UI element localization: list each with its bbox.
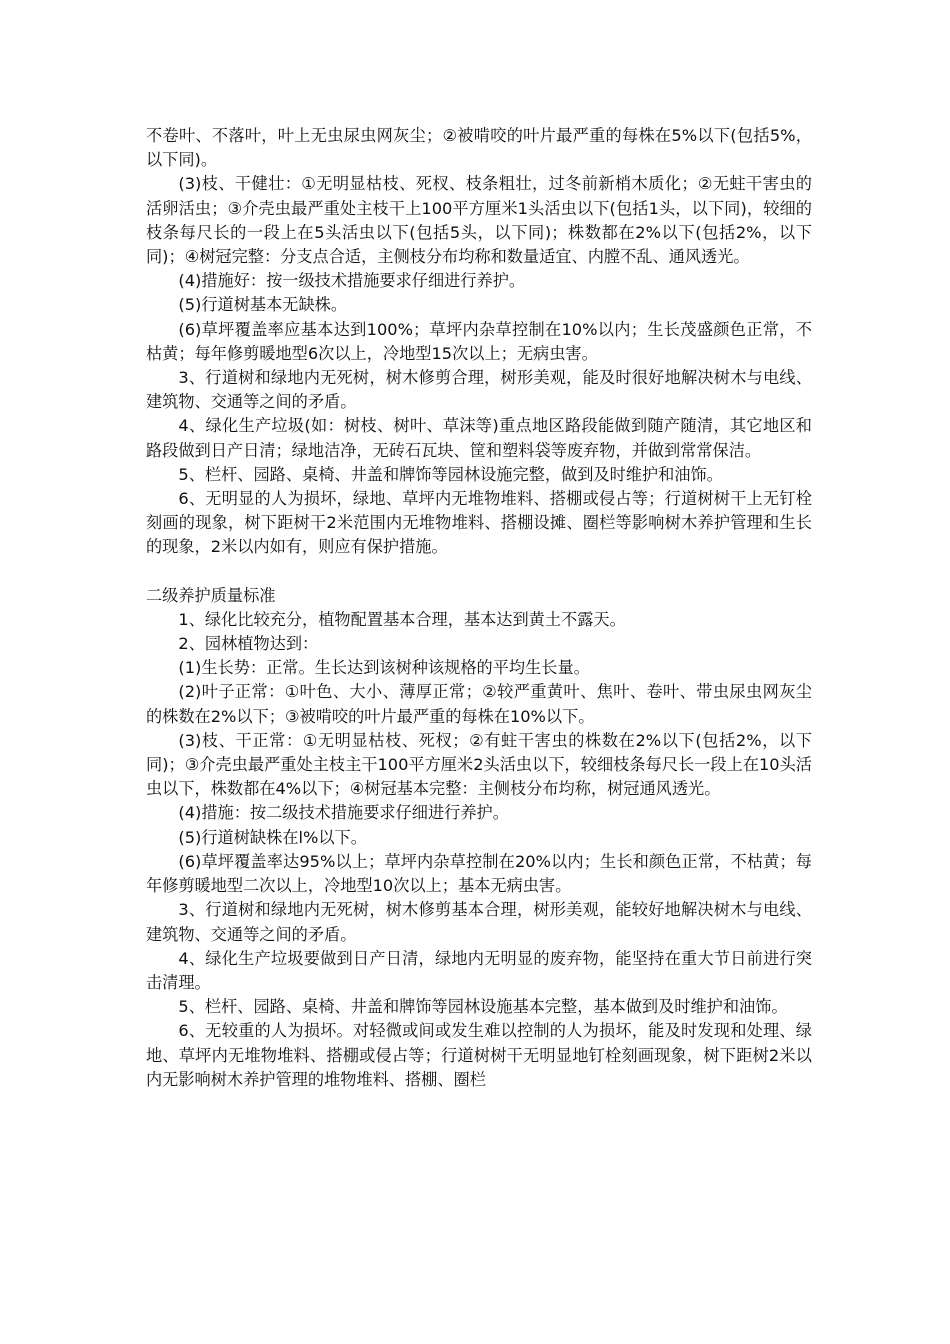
paragraph: 3、行道树和绿地内无死树，树木修剪合理，树形美观，能及时很好地解决树木与电线、建筑物、交通等之间的矛盾。 (146, 368, 812, 412)
paragraph: (3)枝、干正常：①无明显枯枝、死杈；②有蛀干害虫的株数在2%以下(包括2%，以下同)；③介壳虫最严重处主枝主干100平方厘米2头活虫以下，较细枝条每尺长一段上在10头活虫以下，株数都在4%以下；④树冠基本完整：主侧枝分布均称，树冠通风透光。 (146, 730, 812, 799)
paragraph: 4、绿化生产垃圾要做到日产日清，绿地内无明显的废弃物，能坚持在重大节日前进行突击清理。 (146, 948, 812, 992)
paragraph: (5)行道树缺株在l%以下。 (178, 827, 367, 847)
paragraph: 6、无明显的人为损坏，绿地、草坪内无堆物堆料、搭棚或侵占等；行道树树干上无钉栓刻画的现象，树下距树干2米范围内无堆物堆料、搭棚设摊、圈栏等影响树木养护管理和生长的现象，2米以内如有，则应有保护措施。 (146, 489, 812, 557)
paragraph: 不卷叶、不落叶，叶上无虫尿虫网灰尘；②被啃咬的叶片最严重的每株在5%以下(包括5%，以下同)。 (146, 126, 812, 170)
paragraph: (3)枝、干健壮：①无明显枯枝、死杈、枝条粗壮，过冬前新梢木质化；②无蛀干害虫的活卵活虫；③介壳虫最严重处主枝干上100平方厘米1头活虫以下(包括1头，以下同)，较细的枝条每尺长的一段上在5头活虫以下(包括5头，以下同)；株数都在2%以下(包括2%，以下同)；④树冠完整：分支点合适，主侧枝分布均称和数量适宜、内膛不乱、通风透光。 (146, 174, 812, 267)
paragraph: (2)叶子正常：①叶色、大小、薄厚正常；②较严重黄叶、焦叶、卷叶、带虫尿虫网灰尘的株数在2%以下；③被啃咬的叶片最严重的每株在10%以下。 (146, 682, 812, 726)
paragraph: (4)措施：按二级技术措施要求仔细进行养护。 (178, 803, 509, 823)
paragraph: 5、栏杆、园路、桌椅、井盖和牌饰等园林设施完整，做到及时维护和油饰。 (178, 464, 723, 484)
paragraph: 2、园林植物达到： (178, 634, 319, 654)
paragraph: (5)行道树基本无缺株。 (178, 295, 348, 315)
paragraph: 4、绿化生产垃圾(如：树枝、树叶、草沫等)重点地区路段能做到随产随清，其它地区和路段做到日产日清；绿地洁净，无砖石瓦块、筐和塑料袋等废弃物，并做到常常保洁。 (146, 416, 812, 460)
paragraph: (6)草坪覆盖率达95%以上；草坪内杂草控制在20%以内；生长和颜色正常，不枯黄；每年修剪暖地型二次以上，冷地型10次以上；基本无病虫害。 (146, 851, 812, 896)
document-page (146, 124, 812, 1092)
paragraph: 5、栏杆、园路、桌椅、井盖和牌饰等园林设施基本完整，基本做到及时维护和油饰。 (178, 997, 788, 1017)
paragraph: 3、行道树和绿地内无死树，树木修剪基本合理，树形美观，能较好地解决树木与电线、建筑物、交通等之间的矛盾。 (146, 900, 812, 944)
section-heading: 二级养护质量标准 (146, 585, 276, 605)
paragraph: (4)措施好：按一级技术措施要求仔细进行养护。 (178, 271, 526, 291)
section-spacer (146, 560, 812, 584)
paragraph: (1)生长势：正常。生长达到该树种该规格的平均生长量。 (178, 658, 590, 678)
paragraph: (6)草坪覆盖率应基本达到100%；草坪内杂草控制在10%以内；生长茂盛颜色正常，不枯黄；每年修剪暖地型6次以上，冷地型15次以上；无病虫害。 (146, 319, 812, 363)
paragraph: 6、无较重的人为损坏。对轻微或间或发生难以控制的人为损坏，能及时发现和处理、绿地、草坪内无堆物堆料、搭棚或侵占等；行道树树干无明显地钉栓刻画现象，树下距树2米以内无影响树木养护管理的堆物堆料、搭棚、圈栏 (146, 1021, 812, 1089)
paragraph: 1、绿化比较充分，植物配置基本合理，基本达到黄土不露天。 (178, 609, 626, 629)
